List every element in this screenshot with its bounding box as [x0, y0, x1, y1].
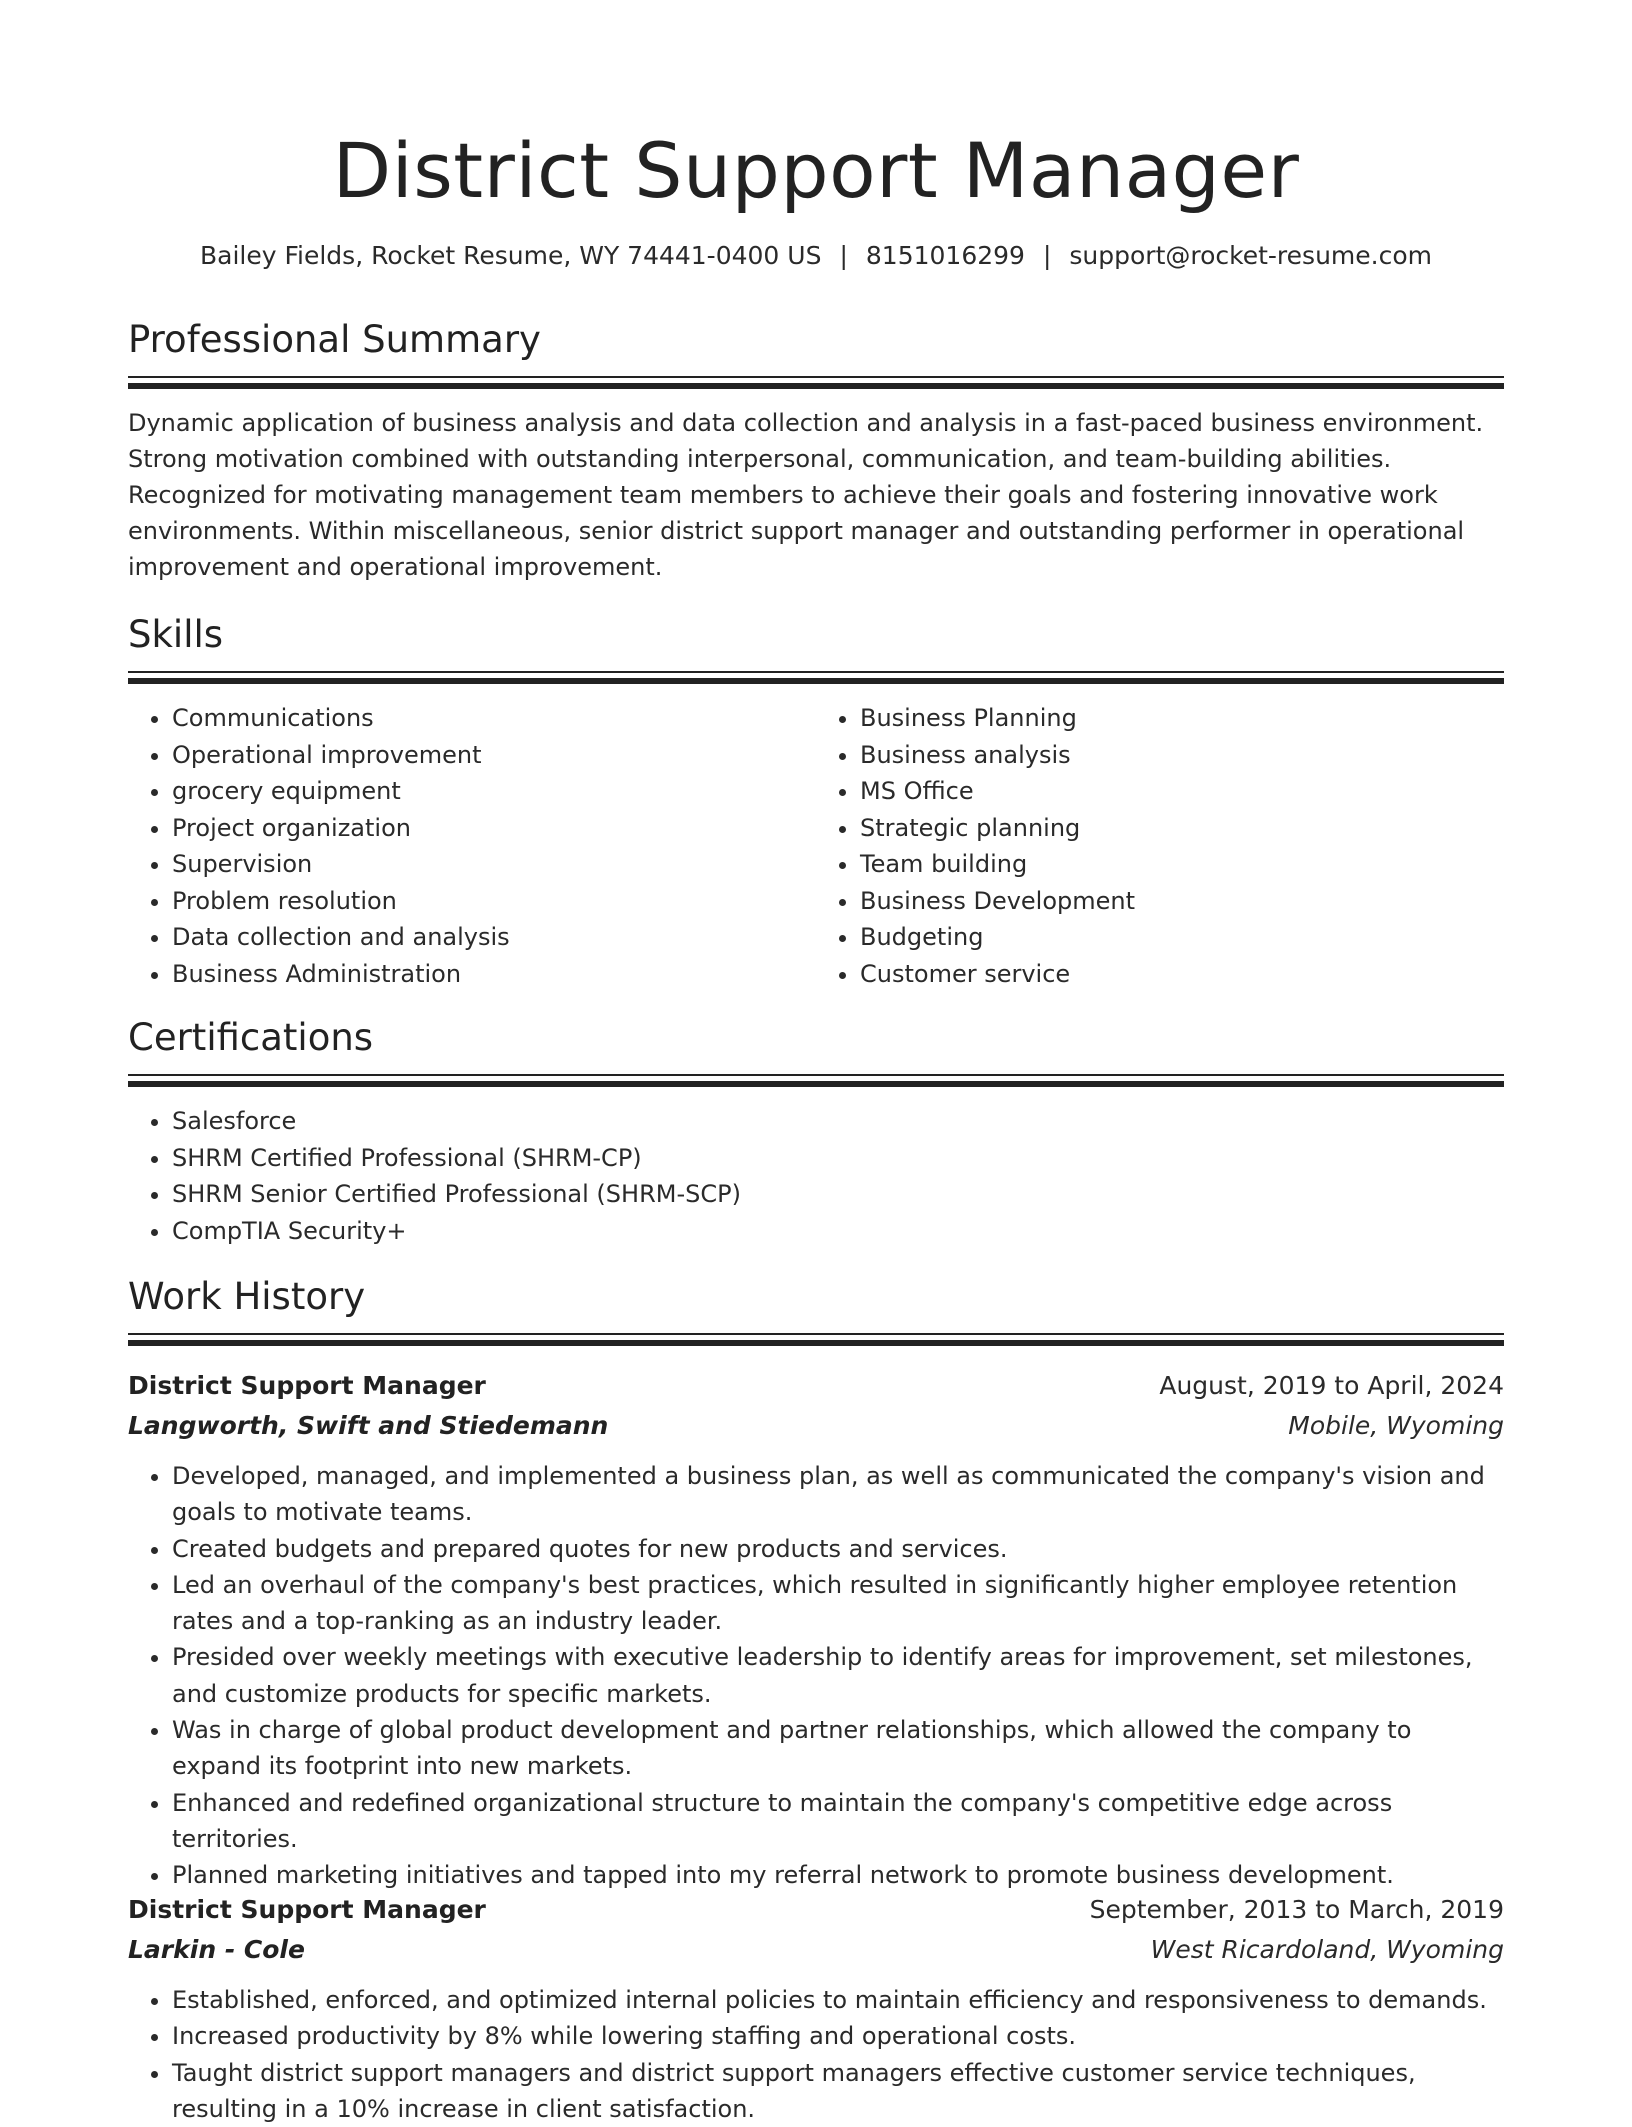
job-entry [128, 1890, 1504, 2127]
list-item: • Customer service [860, 956, 1504, 993]
list-item: • Was in charge of global product development and partner relationships, which allowed the company to expand its footprint into new markets. [172, 1712, 1504, 1785]
list-item: • Enhanced and redefined organizational structure to maintain the company's competitive edge across territories. [172, 1785, 1504, 1858]
list-item: • Strategic planning [860, 810, 1504, 847]
job-company: Larkin - Cole [128, 1935, 305, 1964]
list-item: • SHRM Senior Certified Professional (SHRM-SCP) [172, 1176, 1504, 1213]
list-item: • Operational improvement [172, 737, 816, 774]
certifications-list [128, 1103, 1504, 1249]
list-item: • Problem resolution [172, 883, 816, 920]
list-item: • Planned marketing initiatives and tapped into my referral network to promote business development. [172, 1857, 1504, 1893]
list-item: • Taught district support managers and district support managers effective customer service techniques, resulting in a 10% increase in client satisfaction. [172, 2055, 1504, 2127]
list-item: • grocery equipment [172, 773, 816, 810]
contact-separator: | [839, 241, 848, 270]
contact-separator: | [1042, 241, 1052, 270]
skills-heading: Skills [128, 613, 224, 656]
job-entry [128, 1366, 1504, 1894]
job-bullets [128, 1458, 1504, 1894]
list-item: • CompTIA Security+ [172, 1213, 1504, 1250]
resume-content [128, 0, 1504, 2123]
list-item: • Budgeting [860, 919, 1504, 956]
summary-section [128, 315, 1504, 585]
list-item: • Established, enforced, and optimized internal policies to maintain efficiency and responsiveness to demands. [172, 1982, 1504, 2018]
list-item: • Team building [860, 846, 1504, 883]
list-item: • Data collection and analysis [172, 919, 816, 956]
section-divider [128, 376, 1504, 389]
resume-title: District Support Manager [332, 126, 1300, 215]
section-divider [128, 1074, 1504, 1087]
job-company-row [128, 1406, 1504, 1446]
list-item: • Created budgets and prepared quotes for new products and services. [172, 1531, 1504, 1567]
list-item: • Increased productivity by 8% while lowering staffing and operational costs. [172, 2018, 1504, 2054]
skills-list-left [128, 700, 816, 992]
skills-list-right [816, 700, 1504, 992]
list-item: • Salesforce [172, 1103, 1504, 1140]
job-company-row [128, 1930, 1504, 1970]
work-heading: Work History [128, 1275, 366, 1318]
list-item: • Business Planning [860, 700, 1504, 737]
job-title: District Support Manager [128, 1371, 486, 1400]
summary-heading: Professional Summary [128, 318, 541, 361]
job-header-row [128, 1366, 1504, 1406]
list-item: • SHRM Certified Professional (SHRM-CP) [172, 1140, 1504, 1177]
list-item: • Led an overhaul of the company's best practices, which resulted in significantly higher employee retention rates and a top-ranking as an industry leader. [172, 1567, 1504, 1640]
list-item: • Business Administration [172, 956, 816, 993]
list-item: • Business Development [860, 883, 1504, 920]
job-bullets [128, 1982, 1504, 2127]
job-dates: September, 2013 to March, 2019 [1089, 1895, 1504, 1924]
job-dates: August, 2019 to April, 2024 [1159, 1371, 1504, 1400]
list-item: • Developed, managed, and implemented a business plan, as well as communicated the company's vision and goals to motivate teams. [172, 1458, 1504, 1531]
certifications-section [128, 1013, 1504, 1249]
section-divider [128, 671, 1504, 684]
list-item: • Project organization [172, 810, 816, 847]
list-item: • Communications [172, 700, 816, 737]
contact-line [128, 239, 1504, 273]
list-item: • Supervision [172, 846, 816, 883]
contact-email[interactable]: support@rocket-resume.com [1069, 241, 1432, 270]
summary-text: Dynamic application of business analysis and data collection and analysis in a fast-paced business environment. Strong motivation combined with outstanding interpersonal, communication, and team-building abilities. Recognized for motivating management team members to achieve their goals and fostering innovative work environments. Within miscellaneous, senior district support manager and outstanding performer in operational improvement and operational improvement. [128, 409, 1484, 581]
list-item: • Business analysis [860, 737, 1504, 774]
work-section [128, 1272, 1504, 1346]
job-company: Langworth, Swift and Stiedemann [128, 1411, 609, 1440]
skills-section [128, 610, 1504, 992]
list-item: • MS Office [860, 773, 1504, 810]
job-location: Mobile, Wyoming [1288, 1411, 1504, 1440]
job-location: West Ricardoland, Wyoming [1150, 1935, 1504, 1964]
list-item: • Presided over weekly meetings with executive leadership to identify areas for improvement, set milestones, and customize products for specific markets. [172, 1639, 1504, 1712]
section-divider [128, 1333, 1504, 1346]
job-title: District Support Manager [128, 1895, 486, 1924]
contact-address: Bailey Fields, Rocket Resume, WY 74441-0400 US [199, 241, 822, 270]
contact-phone: 8151016299 [865, 241, 1025, 270]
job-header-row [128, 1890, 1504, 1930]
certifications-heading: Certifications [128, 1016, 374, 1059]
skills-grid [128, 700, 1504, 992]
